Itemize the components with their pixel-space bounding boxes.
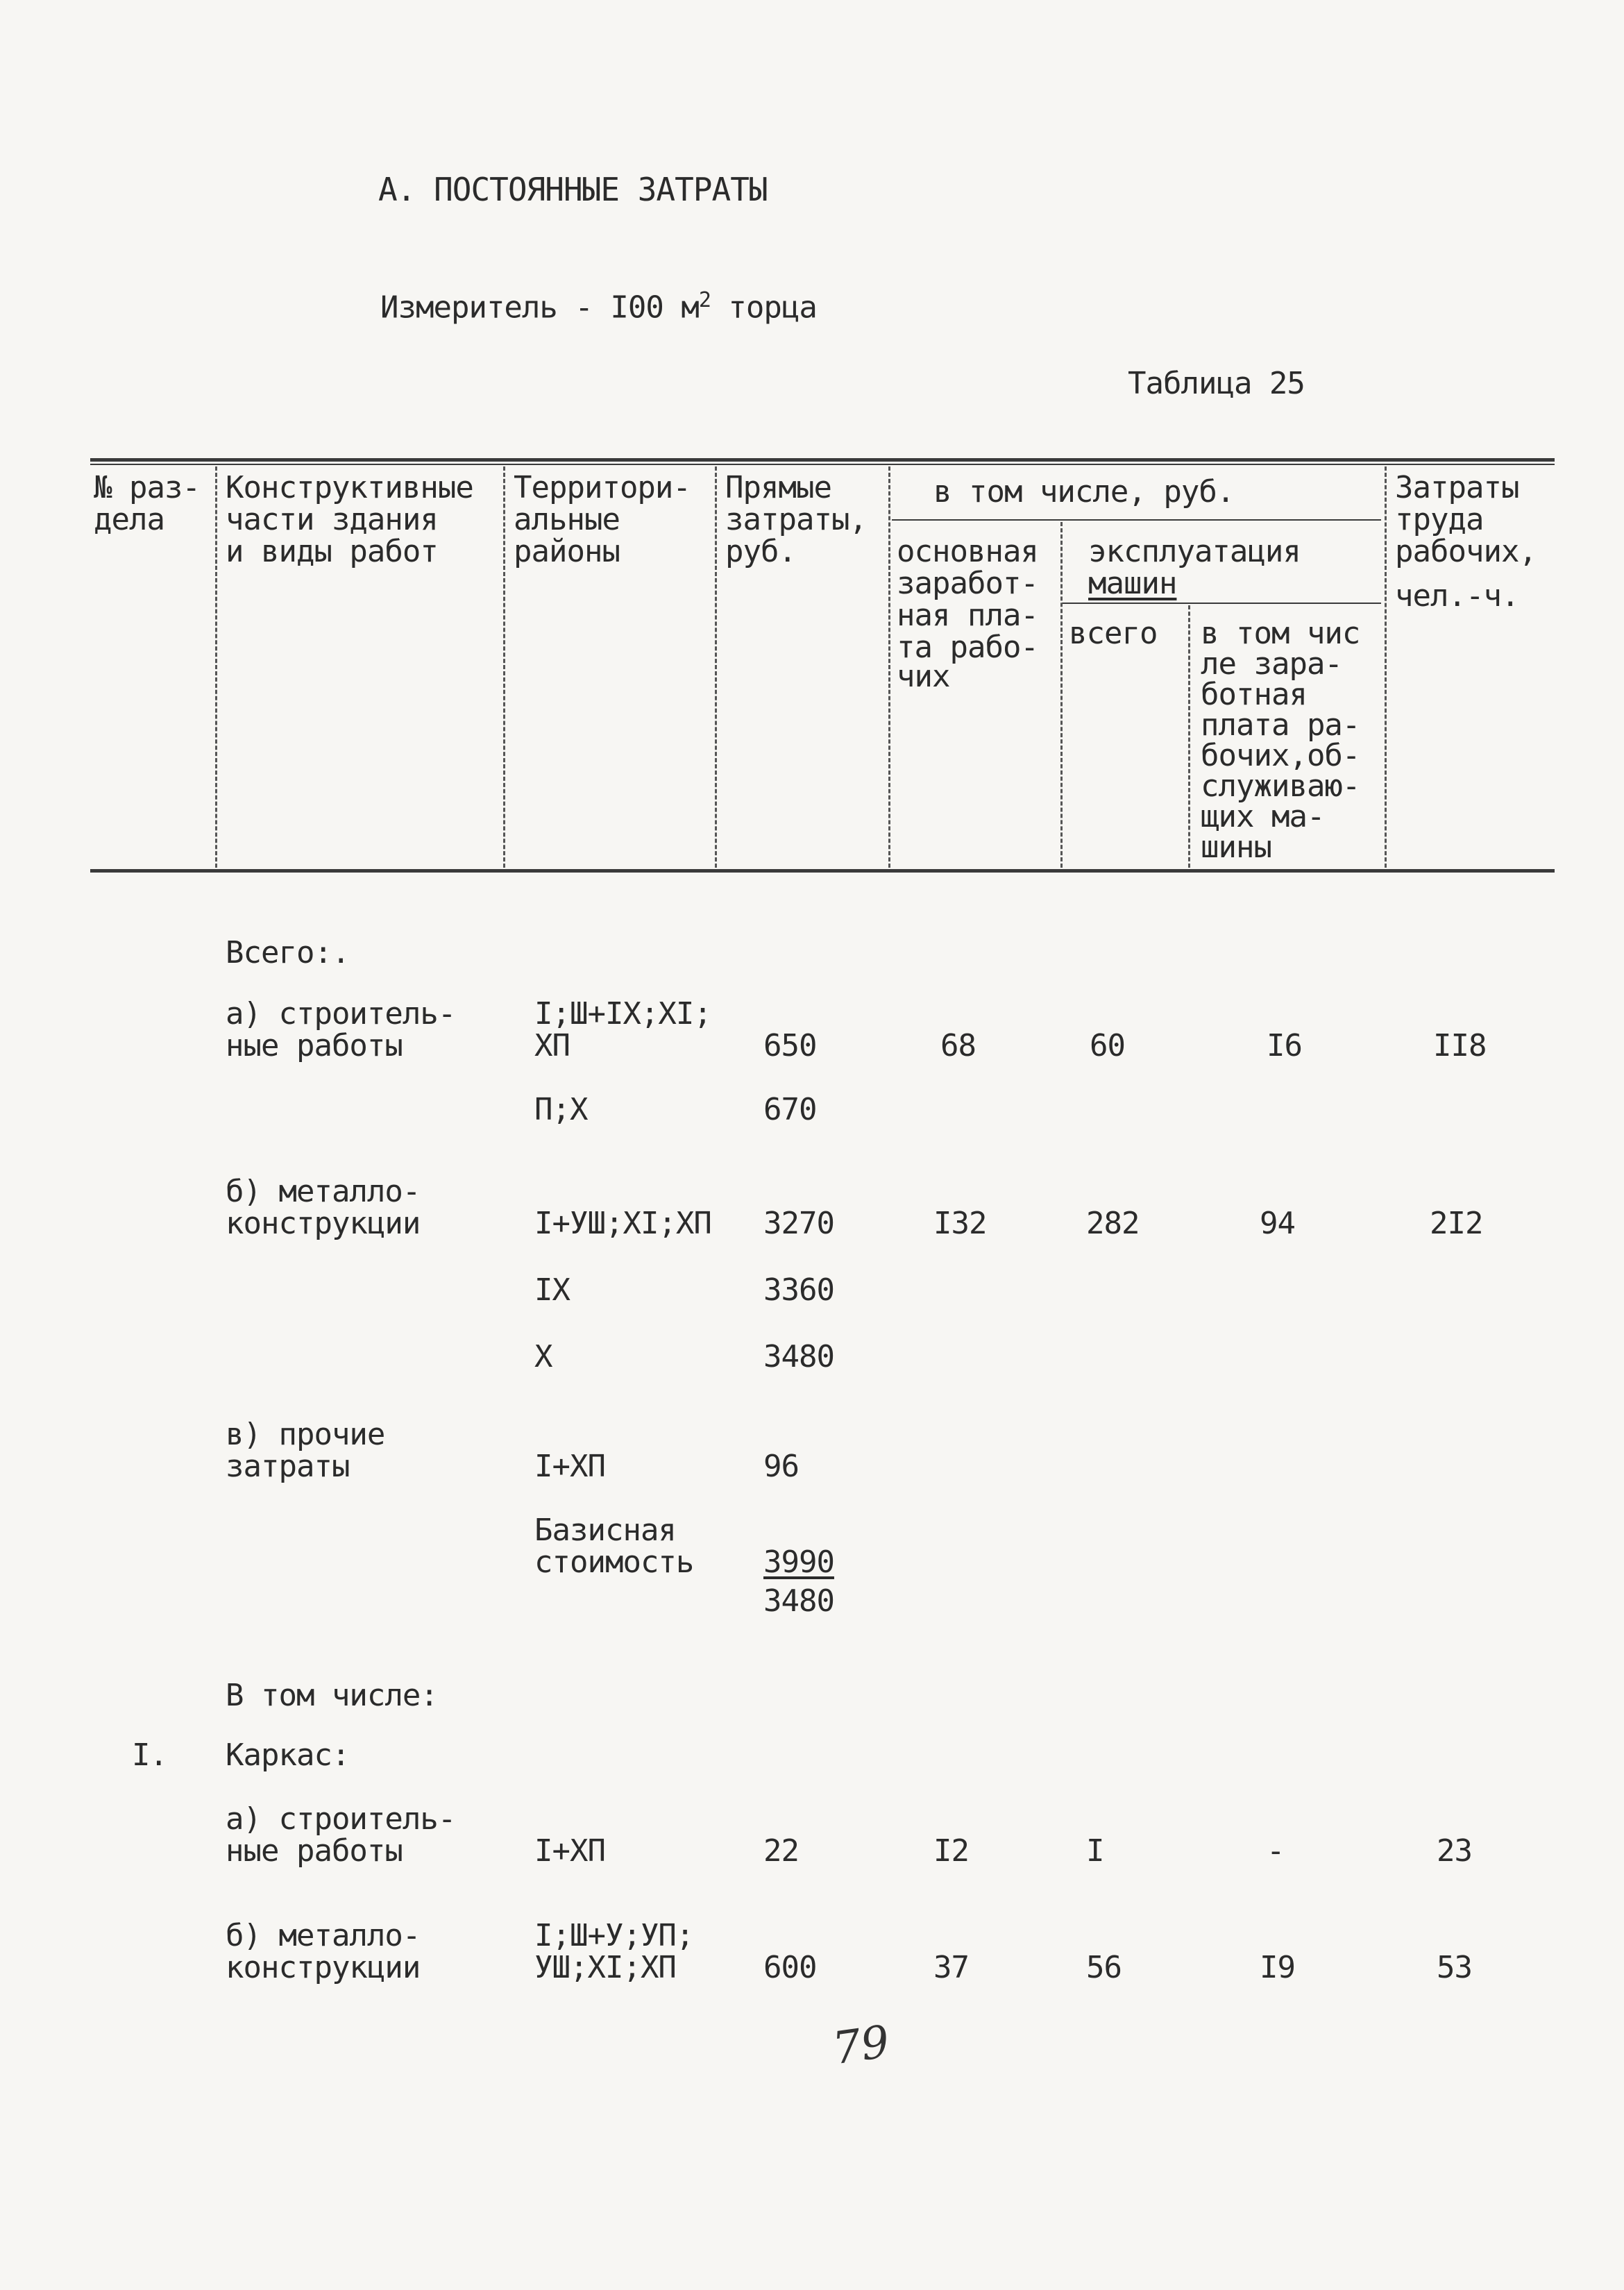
c-label-2: затраты bbox=[226, 1449, 350, 1484]
s-b-region-2: УШ;ХI;ХП bbox=[534, 1950, 676, 1985]
col-sep bbox=[888, 466, 890, 868]
hdr-machine-wages-6: служиваю- bbox=[1201, 768, 1360, 804]
hdr-labor-2: труда bbox=[1395, 502, 1484, 537]
hdr-exploitation-2: машин bbox=[1088, 566, 1177, 601]
section-number: I. bbox=[132, 1737, 167, 1773]
hdr-parts-1: Конструктивные bbox=[226, 470, 473, 505]
base-value-2: 3480 bbox=[763, 1583, 834, 1619]
hdr-wages-3: ная пла- bbox=[897, 598, 1038, 633]
c-direct: 96 bbox=[763, 1449, 799, 1484]
group-rule bbox=[892, 519, 1381, 521]
hdr-wages-5: чих bbox=[897, 659, 950, 694]
incl-label: В том числе: bbox=[226, 1678, 438, 1713]
b-r1-machine-wages: 94 bbox=[1260, 1206, 1295, 1241]
hdr-wages-4: та рабо- bbox=[897, 630, 1038, 665]
b-r2-region: IХ bbox=[534, 1272, 570, 1308]
a-r1-region-2: ХП bbox=[534, 1028, 570, 1063]
hdr-section-no-2: дела bbox=[94, 502, 164, 537]
s-a-label-1: а) строитель- bbox=[226, 1801, 456, 1837]
exploit-rule bbox=[1062, 603, 1381, 604]
measure-suffix: торца bbox=[710, 289, 817, 326]
a-r1-labor: II8 bbox=[1433, 1028, 1487, 1063]
a-r1-wages: 68 bbox=[940, 1028, 976, 1063]
b-r3-region: Х bbox=[534, 1339, 552, 1374]
hdr-regions-1: Территори- bbox=[514, 470, 691, 505]
hdr-machine-wages-4: плата ра- bbox=[1201, 707, 1360, 743]
hdr-machine-wages-8: шины bbox=[1201, 830, 1271, 865]
table-label: Таблица 25 bbox=[1128, 366, 1305, 401]
col-sep bbox=[1188, 605, 1190, 868]
s-b-label-1: б) металло- bbox=[226, 1918, 421, 1953]
hdr-machine-wages-3: ботная bbox=[1201, 677, 1307, 712]
hdr-machine-wages-5: бочих,об- bbox=[1201, 738, 1360, 773]
total-label: Всего:. bbox=[226, 935, 350, 970]
b-r1-region: I+УШ;ХI;ХП bbox=[534, 1206, 711, 1241]
section-heading: А. ПОСТОЯННЫЕ ЗАТРАТЫ bbox=[378, 171, 768, 208]
a-r1-direct: 650 bbox=[763, 1028, 817, 1063]
s-b-wages: 37 bbox=[933, 1950, 969, 1985]
hdr-machine-wages-2: ле зара- bbox=[1201, 646, 1342, 682]
hdr-group: в том числе, руб. bbox=[933, 474, 1235, 510]
hdr-wages-1: основная bbox=[897, 534, 1038, 569]
col-sep bbox=[715, 466, 717, 868]
s-a-wages: I2 bbox=[933, 1833, 969, 1869]
section-name: Каркас: bbox=[226, 1737, 350, 1773]
s-a-exploit: I bbox=[1086, 1833, 1104, 1869]
hdr-labor-4: чел.-ч. bbox=[1395, 578, 1519, 614]
hdr-total: всего bbox=[1069, 616, 1158, 651]
s-a-label-2: ные работы bbox=[226, 1833, 403, 1869]
hdr-machine-wages-1: в том чис bbox=[1201, 616, 1360, 651]
table-top-rule bbox=[90, 458, 1555, 462]
s-a-machine-wages: - bbox=[1267, 1833, 1285, 1869]
hdr-regions-3: районы bbox=[514, 534, 620, 569]
hdr-parts-2: части здания bbox=[226, 502, 438, 537]
base-label-1: Базисная bbox=[534, 1513, 676, 1548]
c-label-1: в) прочие bbox=[226, 1417, 385, 1452]
c-region: I+ХП bbox=[534, 1449, 605, 1484]
hdr-direct-3: руб. bbox=[725, 534, 796, 569]
a-r1-exploit: 60 bbox=[1090, 1028, 1125, 1063]
b-r3-direct: 3480 bbox=[763, 1339, 834, 1374]
base-value-1: 3990 bbox=[763, 1544, 834, 1580]
handwritten-page-number: 79 bbox=[829, 2016, 893, 2076]
s-a-labor: 23 bbox=[1437, 1833, 1472, 1869]
b-r2-direct: 3360 bbox=[763, 1272, 834, 1308]
b-r1-exploit: 282 bbox=[1086, 1206, 1140, 1241]
measure-sup: 2 bbox=[698, 288, 711, 312]
a-label-2: ные работы bbox=[226, 1028, 403, 1063]
hdr-labor-1: Затраты bbox=[1395, 470, 1519, 505]
hdr-regions-2: альные bbox=[514, 502, 620, 537]
measure-unit bbox=[380, 285, 817, 324]
hdr-direct-1: Прямые bbox=[725, 470, 831, 505]
s-b-exploit: 56 bbox=[1086, 1950, 1122, 1985]
hdr-labor-3: рабочих, bbox=[1395, 534, 1537, 569]
s-b-region-1: I;Ш+У;УП; bbox=[534, 1918, 694, 1953]
hdr-exploitation: эксплуатация bbox=[1088, 534, 1301, 569]
col-sep bbox=[1385, 466, 1387, 868]
s-b-machine-wages: I9 bbox=[1260, 1950, 1295, 1985]
hdr-parts-3: и виды работ bbox=[226, 534, 438, 569]
b-r1-wages: I32 bbox=[933, 1206, 987, 1241]
hdr-machine-wages-7: щих ма- bbox=[1201, 799, 1325, 834]
s-b-direct: 600 bbox=[763, 1950, 817, 1985]
table-bottom-rule bbox=[90, 869, 1555, 873]
a-r1-region-1: I;Ш+IХ;ХI; bbox=[534, 996, 711, 1032]
a-label-1: а) строитель- bbox=[226, 996, 456, 1032]
table-top-rule-2 bbox=[90, 464, 1555, 465]
col-sep bbox=[215, 466, 217, 868]
hdr-direct-2: затраты, bbox=[725, 502, 867, 537]
b-r1-direct: 3270 bbox=[763, 1206, 834, 1241]
col-sep bbox=[1060, 522, 1063, 868]
b-r1-labor: 2I2 bbox=[1430, 1206, 1483, 1241]
base-label-2: стоимость bbox=[534, 1544, 694, 1580]
col-sep bbox=[503, 466, 505, 868]
measure-prefix: Измеритель - I00 м bbox=[380, 289, 699, 326]
a-r1-machine-wages: I6 bbox=[1267, 1028, 1302, 1063]
s-a-region: I+ХП bbox=[534, 1833, 605, 1869]
b-label-2: конструкции bbox=[226, 1206, 421, 1241]
b-label-1: б) металло- bbox=[226, 1174, 421, 1209]
a-r2-region: П;Х bbox=[534, 1092, 588, 1127]
s-b-labor: 53 bbox=[1437, 1950, 1472, 1985]
s-a-direct: 22 bbox=[763, 1833, 799, 1869]
hdr-wages-2: заработ- bbox=[897, 566, 1038, 601]
hdr-section-no-1: № раз- bbox=[94, 470, 200, 505]
a-r2-direct: 670 bbox=[763, 1092, 817, 1127]
s-b-label-2: конструкции bbox=[226, 1950, 421, 1985]
